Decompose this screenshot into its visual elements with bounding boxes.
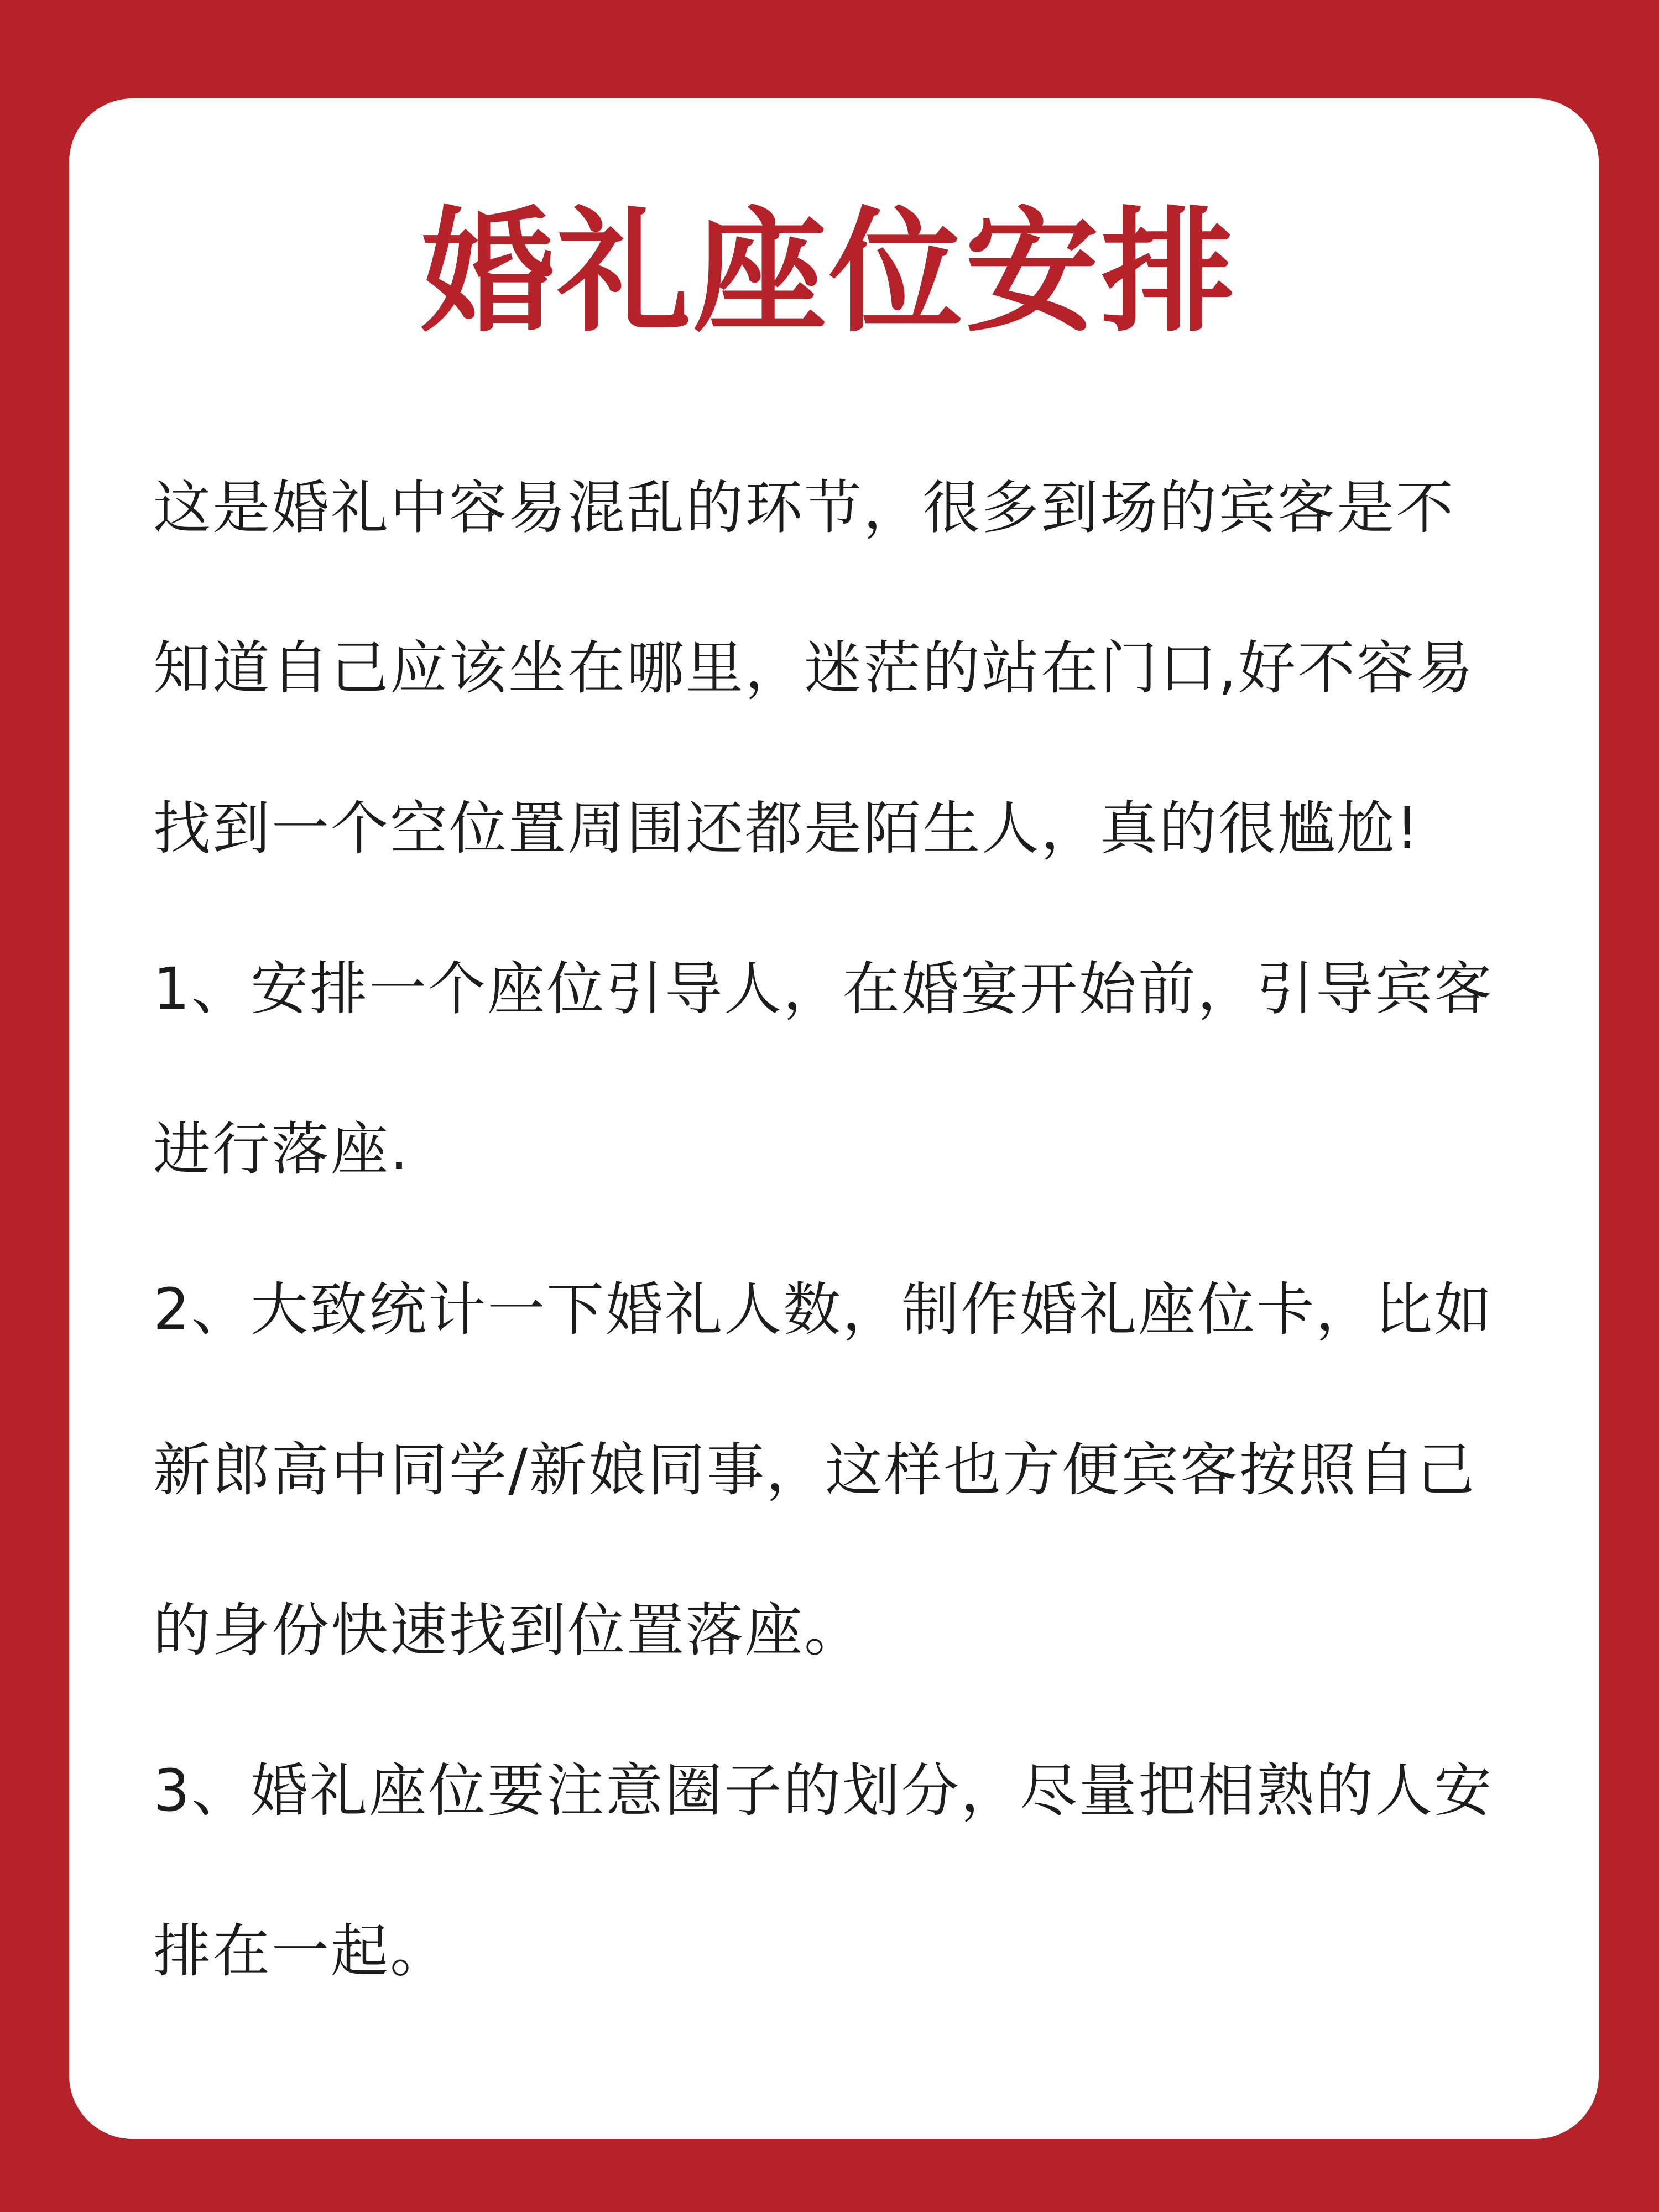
tip-2-paragraph: 2、大致统计一下婚礼人数，制作婚礼座位卡，比如新郎高中同学/新娘同事，这样也方便宾客按照自己的身份快速找到位置落座。 (153, 1276, 1494, 1664)
intro-paragraph: 这是婚礼中容易混乱的环节，很多到场的宾客是不知道自己应该坐在哪里，迷茫的站在门口,好不容易找到一个空位置周围还都是陌生人，真的很尴尬! (153, 474, 1475, 862)
tip-1-paragraph: 1、安排一个座位引导人，在婚宴开始前，引导宾客进行落座. (153, 955, 1494, 1183)
tip-3-paragraph: 3、婚礼座位要注意圈子的划分，尽量把相熟的人安排在一起。 (153, 1757, 1494, 1985)
page-title: 婚礼座位安排 (420, 195, 1237, 351)
article-body (153, 427, 1505, 2031)
content-card (69, 98, 1599, 2139)
